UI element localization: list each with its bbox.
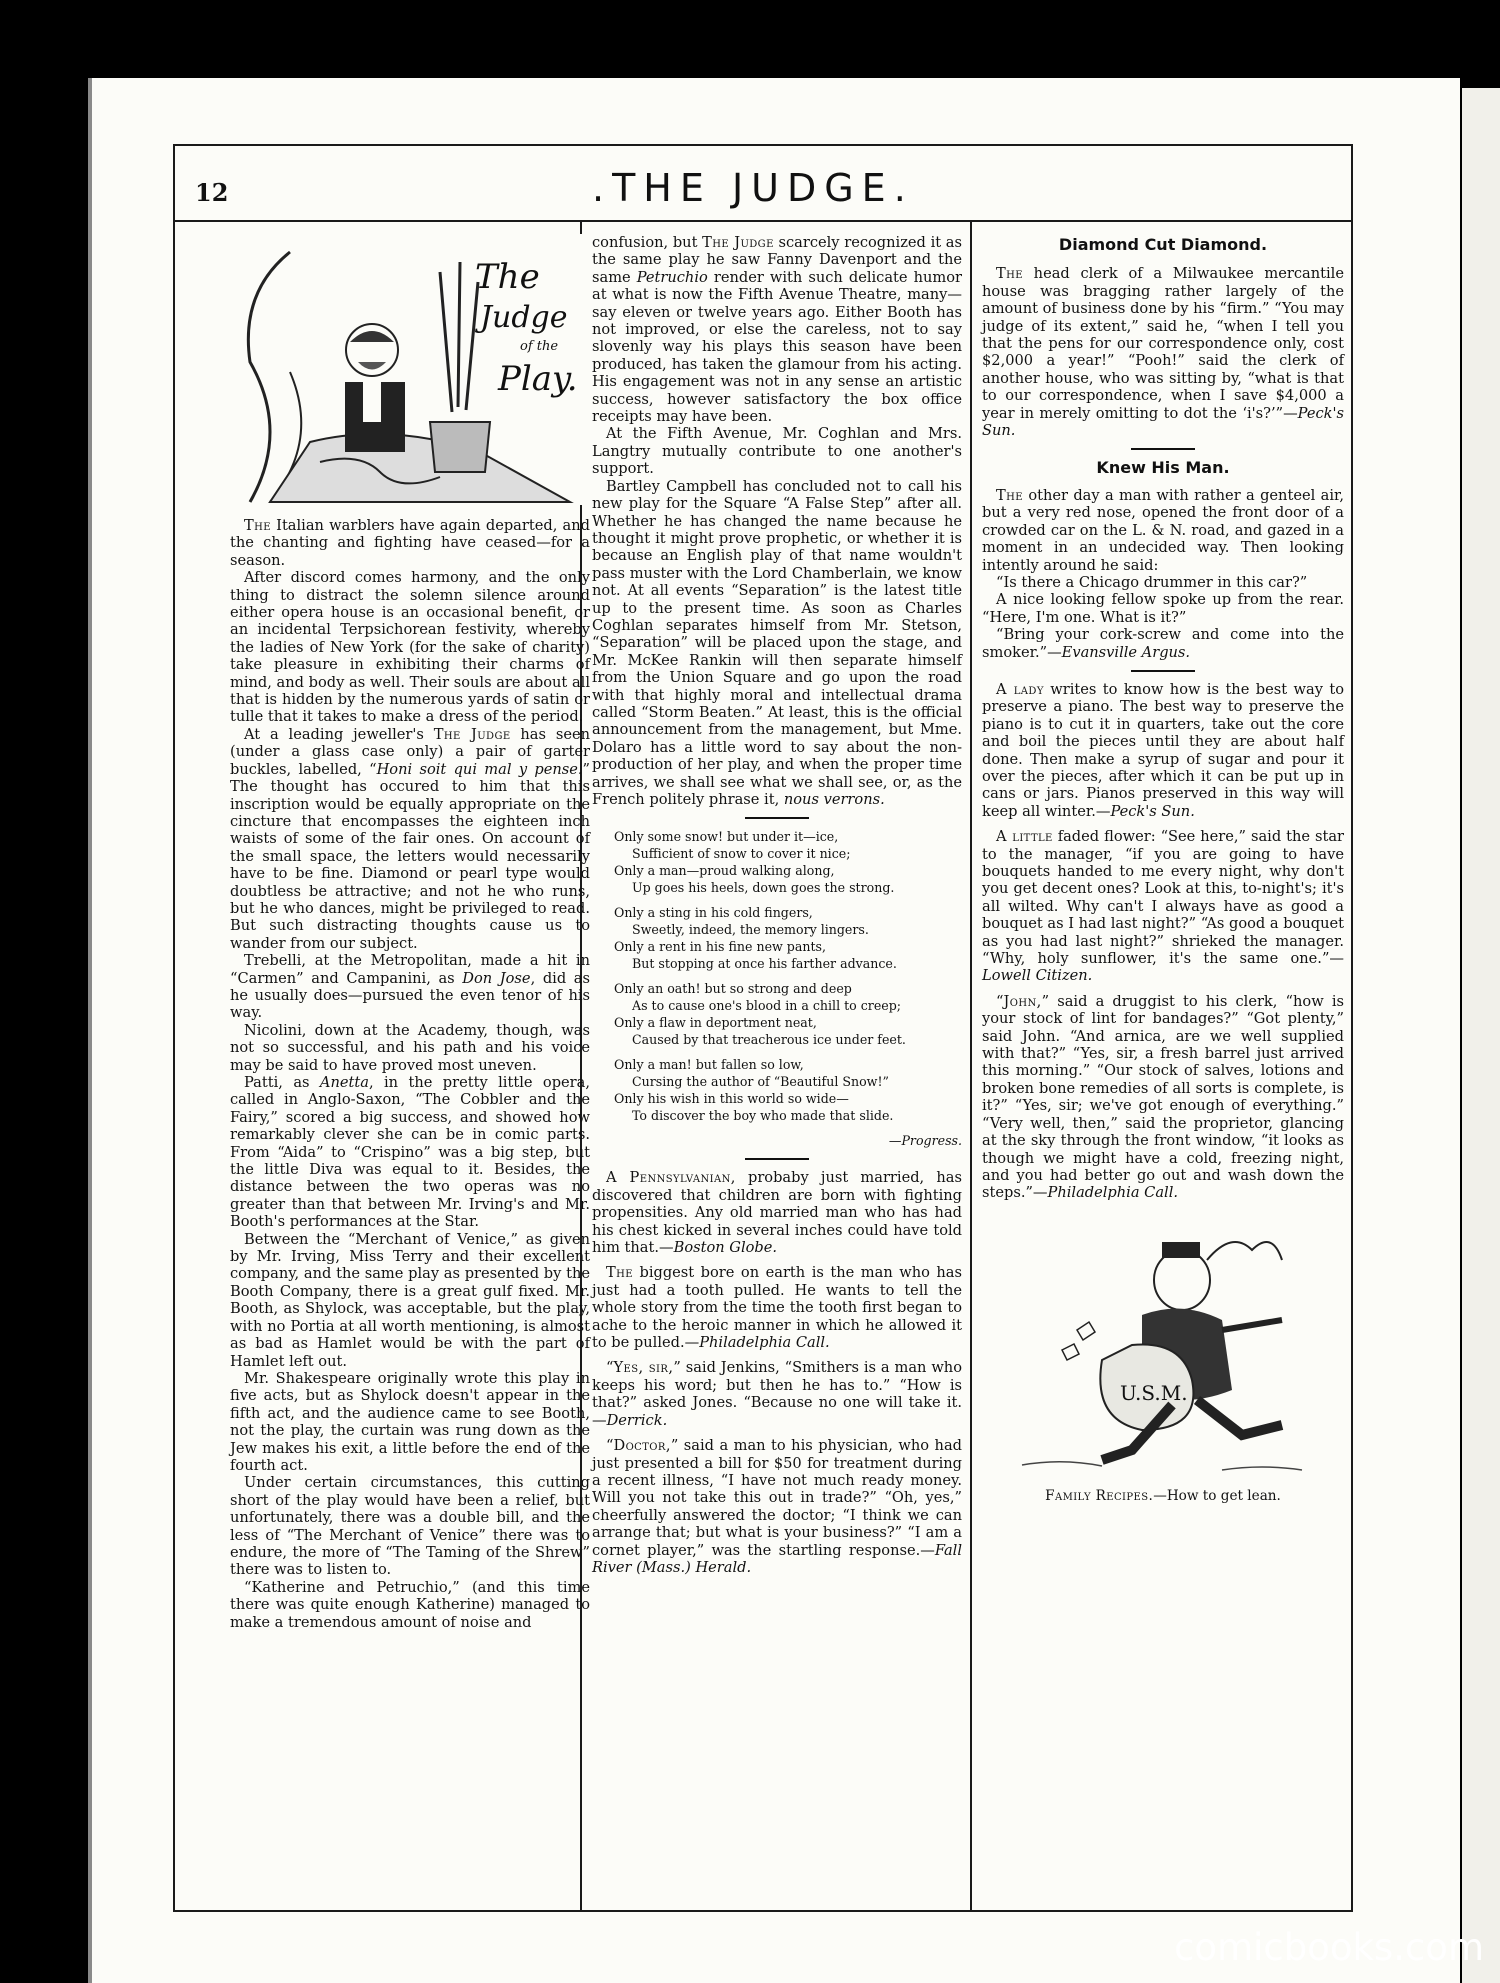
article-red-nose: The other day a man with rather a genteel air, but a very red nose, opened the front door of a crowded car on the L. & N. road, and gazed in a moment in an undecided way. Then looking intently around he said: <box>982 486 1344 574</box>
article-preserve-piano: A lady writes to know how is the best way to preserve a piano. The best way to preserve the piano is to cut it in quarters, take out the core and boil the pieces until they are about half done. Then make a syrup of sugar and pour it over the pieces, after which it can be put up in cans or jars. Pianos preserved in this way will keep all winter.—Peck's Sun. <box>982 680 1345 820</box>
article-faded-flower: A little faded flower: “See here,” said the star to the manager, “if you are going to have bouquets handed to me every night, why don't you get decent ones? Look at this, to-night's; it's all wilted. Why can't I always have as good a bouquet as I had last night?” “As good a bouquet as you had last night?” shrieked the manager. “Why, holy sunflower, it's the same one.”—Lowell Citizen. <box>982 828 1344 985</box>
illustration-title-judge: Judge <box>480 300 568 335</box>
column-2 <box>592 234 962 1576</box>
masthead-title: .THE JUDGE. <box>592 166 914 210</box>
article-biggest-bore: The biggest bore on earth is the man who has just had a tooth pulled. He wants to tell the whole story from the time the tooth first began to ache to the heroic manner in which he allowed it to be pulled.—Philadelphia Call. <box>592 1264 962 1352</box>
article-jeweller: At a leading jeweller's The Judge has seen (under a glass case only) a pair of garter buckles, labelled, “Honi soit qui mal y pense.” The thought has occured to him that this inscription would be equally appropriate on the cincture that encompasses the eighteen inch waists of some of the fair ones. On account of the small space, the letters would necessarily have to be fine. Diamond or pearl type would doubtless be attractive; and not he who runs, but he who dances, might be privileged to read. But such distracting thoughts cause us to wander from our subject. <box>230 725 590 952</box>
heading-diamond-cut-diamond: Diamond Cut Diamond. <box>1058 235 1268 254</box>
judge-of-the-play-illustration <box>230 232 590 507</box>
header-rule <box>175 220 1351 222</box>
article-druggist-clerk: “John,” said a druggist to his clerk, “how is your stock of lint for bandages?” “Got plenty,” said John. “And arnica, are we well supplied with that?” “Yes, sir, a fresh barrel just arrived this morning.” “Our stock of salves, lotions and broken bone remedies of all sorts is complete, is it?” “Yes, sir; we've got enough of everything.” “Very well, then,” said the proprietor, glancing at the sky through the front window, “it looks as though we might have a cold, freezing night, and you had better go out and wash down the steps.”—Philadelphia Call. <box>982 992 1344 1202</box>
illustration-title-play: Play. <box>498 359 578 399</box>
article-jenkins-smithers: “Yes, sir,” said Jenkins, “Smithers is a man who keeps his word; but then he has to.” “How is that?” asked Jones. “Because no one will take it.—Derrick. <box>592 1359 962 1429</box>
article-katherine-petruchio: “Katherine and Petruchio,” (and this time there was quite enough Katherine) managed to make a tremendous amount of noise and <box>230 1578 590 1631</box>
poem-stanza: Only some snow! but under it—ice, Sufficient of snow to cover it nice; Only a man—proud walking along, Up goes his heels, down goes the strong. <box>614 829 895 896</box>
poem-credit: —Progress. <box>888 1133 962 1149</box>
separator-rule <box>745 1158 809 1160</box>
separator-rule <box>1131 670 1195 672</box>
column-1 <box>230 232 590 1631</box>
cartoon-caption: Family Recipes.—How to get lean. <box>1045 1487 1281 1504</box>
article-italian-warblers: The Italian warblers have again departed, and the chanting and fighting have ceased—for a season. <box>230 517 590 569</box>
running-man-cartoon <box>982 1220 1344 1480</box>
column-3 <box>982 236 1344 1505</box>
article-confusion-continued: confusion, but The Judge scarcely recognized it as the same play he saw Fanny Davenport and the same Petruchio render with such delicate humor at what is now the Fifth Avenue Theatre, many—say eleven or twelve years ago. Either Booth has not improved, or else the careless, not to say slovenly way his plays this season have been produced, has taken the glamour from his acting. His engagement was not in any sense an artistic success, however satisfactory the box office receipts may have been. <box>592 234 962 426</box>
article-milwaukee-clerk: The head clerk of a Milwaukee mercantile house was bragging rather largely of the amount of business done by his “firm.” “You may judge of its extent,” said he, “when I tell you that the pens for our correspondence only, cost $2,000 a year!” “Pooh!” said the clerk of another house, who was sitting by, “what is that to our correspondence, when I save $4,000 a year in merely omitting to dot the ‘i's?’”—Peck's Sun. <box>982 265 1344 440</box>
article-nice-fellow: A nice looking fellow spoke up from the rear. “Here, I'm one. What is it?” <box>982 591 1344 626</box>
poem-stanza: Only a man! but fallen so low, Cursing the author of “Beautiful Snow!” Only his wish in this world so wide— To discover the boy who made that slide. <box>614 1057 894 1124</box>
article-merchant-of-venice: Between the “Merchant of Venice,” as given by Mr. Irving, Miss Terry and their excellent company, and the same play as presented by the Booth Company, there is a great gulf fixed. Mr. Booth, as Shylock, was acceptable, but the play, with no Portia at all worth mentioning, is almost as bad as Hamlet would be with the part of Hamlet left out. <box>230 1230 590 1370</box>
separator-rule <box>745 817 809 819</box>
bag-label: U.S.M. <box>1120 1380 1188 1405</box>
poem-beautiful-snow <box>592 828 962 1149</box>
article-doctor-cornet: “Doctor,” said a man to his physician, who had just presented a bill for $50 for treatment during a recent illness, “I have not much ready money. Will you not take this out in trade?” “Oh, yes,” cheerfully answered the doctor; “I think we can arrange that; but what is your business?” “I am a cornet player,” was the startling response.—Fall River (Mass.) Herald. <box>592 1437 962 1576</box>
illustration-title-of-the: of the <box>520 339 559 354</box>
article-nicolini: Nicolini, down at the Academy, though, was not so successful, and his path and his voice may be said to have proved most uneven. <box>230 1021 590 1074</box>
article-double-bill: Under certain circumstances, this cutting short of the play would have been a relief, but unfortunately, there was a double bill, and the less of “The Merchant of Venice” there was to endure, the more of “The Taming of the Shrew” there was to listen to. <box>230 1474 590 1579</box>
article-bartley-campbell: Bartley Campbell has concluded not to call his new play for the Square “A False Step” after all. Whether he has changed the name because he thought it might prove prophetic, or whether it is because an English play of that name wouldn't pass muster with the Lord Chamberlain, we know not. At all events “Separation” is the latest title up to the present time. As soon as Charles Coghlan separates himself from Mr. Stetson, “Separation” will be placed upon the stage, and Mr. McKee Rankin will then separate himself from the Union Square and go upon the road with that highly moral and intellectual drama called “Storm Beaten.” At least, this is the official announcement from the management, but Mme. Dolaro has a little word to say about the non-production of her play, and when the proper time arrives, we shall see what we shall see, or, as the French politely phrase it, nous verrons. <box>592 477 962 808</box>
column-rule-2 <box>970 222 972 1910</box>
poem-stanza: Only a sting in his cold fingers, Sweetly, indeed, the memory lingers. Only a rent in his fine new pants, But stopping at once his farther advance. <box>614 905 897 972</box>
article-chicago-drummer: “Is there a Chicago drummer in this car?” <box>996 573 1308 591</box>
article-shakespeare: Mr. Shakespeare originally wrote this play in five acts, but as Shylock doesn't appear in the fifth act, and the audience came to see Booth, not the play, the curtain was rung down as the Jew makes his exit, a little before the end of the fourth act. <box>230 1369 590 1474</box>
site-watermark: comicbooks.com <box>1174 1926 1484 1969</box>
poem-stanza: Only an oath! but so strong and deep As to cause one's blood in a chill to creep; Only a flaw in deportment neat, Caused by that treacherous ice under feet. <box>614 981 906 1048</box>
article-fifth-avenue: At the Fifth Avenue, Mr. Coghlan and Mrs. Langtry mutually contribute to one another's support. <box>592 425 962 478</box>
article-cork-screw: “Bring your cork-screw and come into the smoker.”—Evansville Argus. <box>982 626 1344 661</box>
article-patti: Patti, as Anetta, in the pretty little opera, called in Anglo-Saxon, “The Cobbler and the Fairy,” scored a big success, and showed how remarkably clever she can be in comic parts. From “Aida” to “Crispino” was a big step, but the little Diva was equal to it. Besides, the distance between the two operas was no greater than that between Mr. Irving's and Mr. Booth's performances at the Star. <box>230 1074 590 1231</box>
heading-knew-his-man: Knew His Man. <box>1096 458 1230 478</box>
article-pennsylvanian: A Pennsylvanian, probaby just married, has discovered that children are born with fighting propensities. Any old married man who has had his chest kicked in several inches could have told him that.—Boston Globe. <box>592 1169 962 1257</box>
article-trebelli: Trebelli, at the Metropolitan, made a hit in “Carmen” and Campanini, as Don Jose, did as he usually does—pursued the even tenor of his way. <box>230 952 590 1022</box>
page-number: 12 <box>195 178 229 207</box>
illustration-title-the: The <box>475 257 540 297</box>
separator-rule <box>1131 448 1195 450</box>
facing-page-edge <box>1462 88 1500 1983</box>
article-discord-harmony: After discord comes harmony, and the only thing to distract the solemn silence around either opera house is an occasional benefit, or an incidental Terpsichorean festivity, whereby the ladies of New York (for the sake of charity) take pleasure in exhibiting their charms of mind, and body as well. Their souls are about all that is hidden by the numerous yards of satin or tulle that it takes to make a dress of the period. <box>230 569 590 726</box>
